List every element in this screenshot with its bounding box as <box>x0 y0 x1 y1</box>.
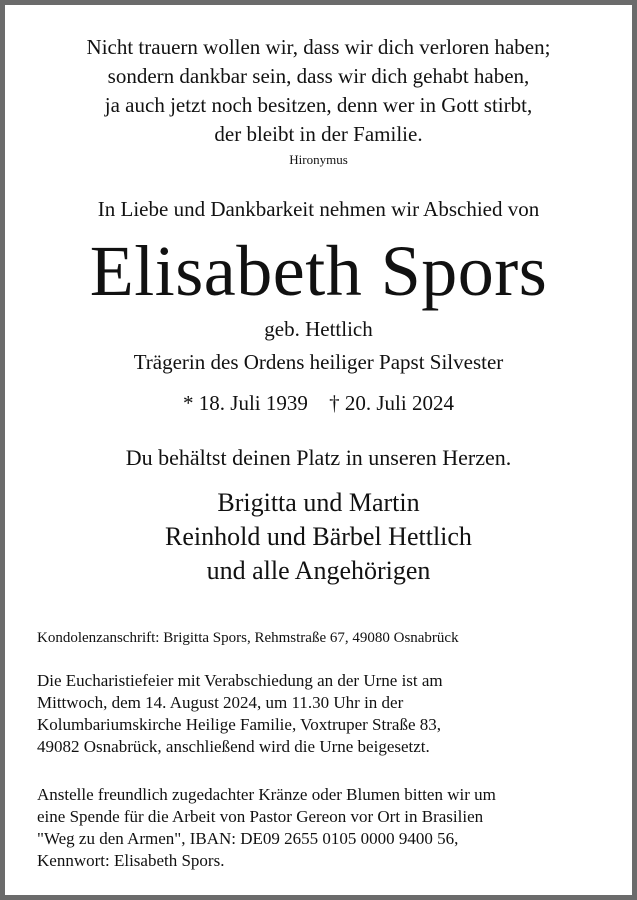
honor-title: Trägerin des Ordens heiliger Papst Silvester <box>133 350 504 374</box>
poem-line: der bleibt in der Familie. <box>214 122 423 146</box>
donation-notice-line: Kennwort: Elisabeth Spors. <box>37 851 225 870</box>
mass-notice-line: Mittwoch, dem 14. August 2024, um 11.30 Uhr in der <box>37 693 404 712</box>
death-date: † 20. Juli 2024 <box>329 391 454 415</box>
memorial-motto: Du behältst deinen Platz in unseren Herzen. <box>125 445 512 470</box>
life-dates <box>10 389 627 417</box>
birth-date: * 18. Juli 1939 <box>183 391 308 415</box>
mass-notice-line: 49082 Osnabrück, anschließend wird die Urne beigesetzt. <box>37 737 430 756</box>
maiden-name: geb. Hettlich <box>264 317 373 341</box>
farewell-intro: In Liebe und Dankbarkeit nehmen wir Abschied von <box>97 197 540 221</box>
mass-notice <box>37 670 612 758</box>
mourner-line: Brigitta und Martin <box>217 488 420 517</box>
poem-line: sondern dankbar sein, dass wir dich gehabt haben, <box>107 64 530 88</box>
deceased-name: Elisabeth Spors <box>89 231 548 311</box>
poem <box>10 33 627 149</box>
condolence-address: Kondolenzanschrift: Brigitta Spors, Rehmstraße 67, 49080 Osnabrück <box>37 630 459 646</box>
donation-notice-line: eine Spende für die Arbeit von Pastor Gereon vor Ort in Brasilien <box>37 807 484 826</box>
poem-line: ja auch jetzt noch besitzen, denn wer in Gott stirbt, <box>104 93 533 117</box>
mass-notice-line: Die Eucharistiefeier mit Verabschiedung an der Urne ist am <box>37 671 443 690</box>
mass-notice-line: Kolumbariumskirche Heilige Familie, Voxtruper Straße 83, <box>37 715 441 734</box>
donation-notice-line: Anstelle freundlich zugedachter Kränze oder Blumen bitten wir um <box>37 785 496 804</box>
mourner-line: und alle Angehörigen <box>206 556 431 585</box>
donation-notice-line: "Weg zu den Armen", IBAN: DE09 2655 0105 0000 9400 56, <box>37 829 459 848</box>
poem-line: Nicht trauern wollen wir, dass wir dich verloren haben; <box>86 35 551 59</box>
poem-author: Hironymus <box>289 152 348 167</box>
donation-notice <box>37 784 612 872</box>
mourners-list <box>10 486 627 588</box>
mourner-line: Reinhold und Bärbel Hettlich <box>165 522 472 551</box>
